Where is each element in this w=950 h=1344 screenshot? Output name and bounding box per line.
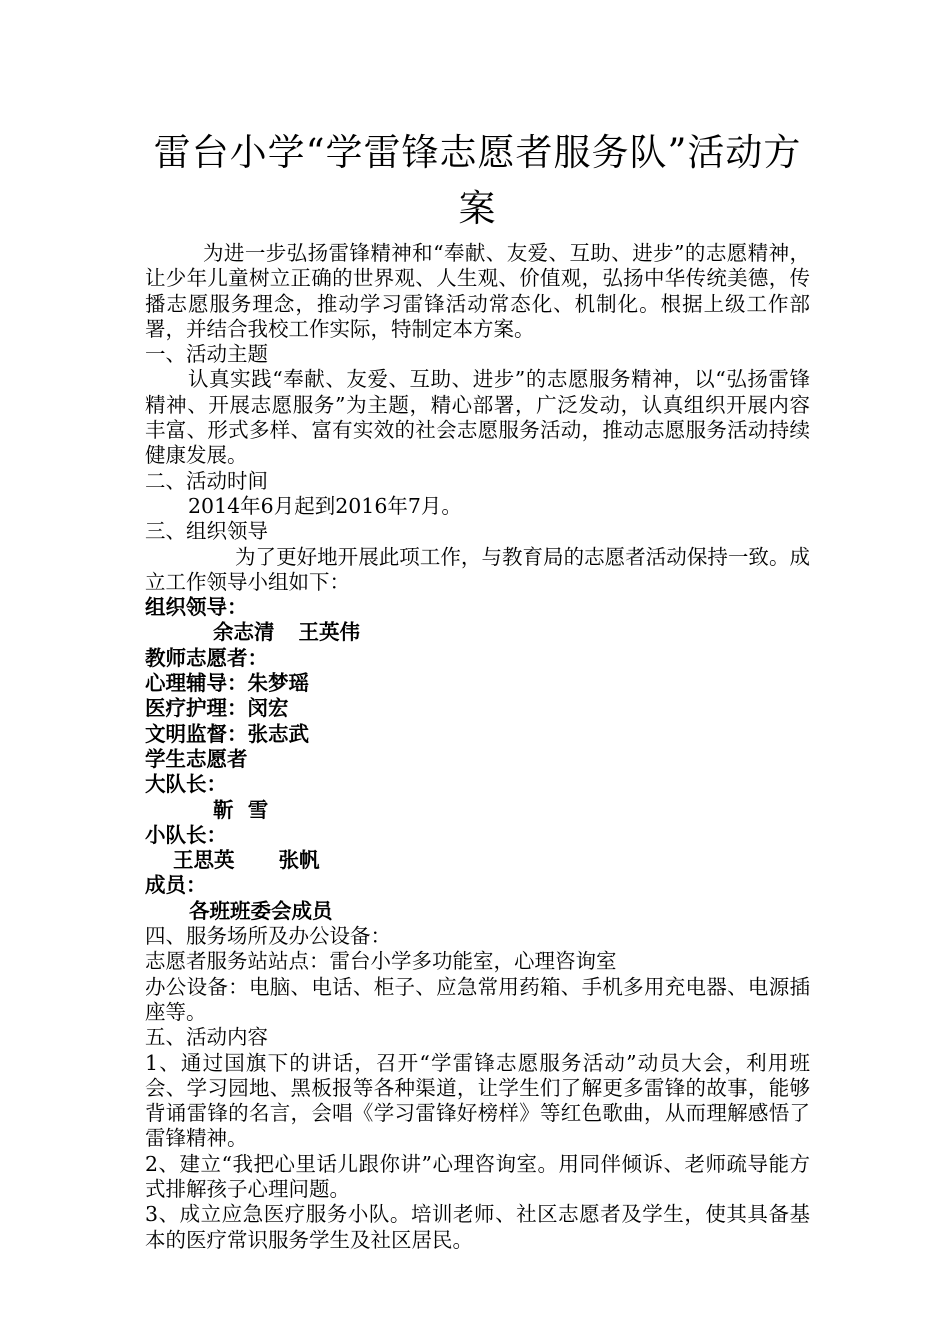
student-volunteers-label: 学生志愿者 [145,746,248,771]
squad-leaders-names [145,848,810,873]
section-3-heading: 三、组织领导 [145,519,268,544]
document-page [145,125,810,1253]
section-4-equipment: 办公设备：电脑、电话、柜子、应急常用药箱、手机多用充电器、电源插座等。 [145,974,810,1024]
medical-care: 医疗护理：闵宏 [145,696,289,721]
section-5-heading: 五、活动内容 [145,1025,268,1050]
section-5-item-3: 3、成立应急医疗服务小队。培训老师、社区志愿者及学生，使其具备基本的医疗常识服务学生及社区居民。 [145,1202,810,1252]
section-2-body: 2014年6月起到2016年7月。 [188,493,462,518]
members-label: 成员： [145,873,207,898]
captain-label: 大队长： [145,772,227,797]
leader-name: 余志清 [213,620,275,645]
section-5-item-1: 1、通过国旗下的讲话，召开“学雷锋志愿服务活动”动员大会，利用班会、学习园地、黑板报等各种渠道，让学生们了解更多雷锋的故事，能够背诵雷锋的名言，会唱《学习雷锋好榜样》等红色歌曲，从而理解感悟了雷锋精神。 [145,1050,810,1151]
title-line-2: 案 [458,187,497,230]
section-1-heading: 一、活动主题 [145,342,268,367]
section-4-heading: 四、服务场所及办公设备： [145,924,391,949]
squad-leader-name: 张帆 [278,848,320,873]
section-5-item-2: 2、建立“我把心里话儿跟你讲”心理咨询室。用同伴倾诉、老师疏导能方式排解孩子心理问题。 [145,1151,810,1201]
psych-counselor: 心理辅导：朱梦瑶 [145,671,309,696]
teacher-volunteers-label: 教师志愿者： [145,645,268,670]
org-leaders-names [145,620,810,645]
title-line-1: 雷台小学“学雷锋志愿者服务队”活动方 [153,131,802,174]
org-leaders-label: 组织领导： [145,595,248,620]
captain-name: 靳 雪 [213,797,269,822]
squad-leader-name: 王思英 [173,848,235,873]
section-2-heading: 二、活动时间 [145,468,268,493]
squad-leaders-label: 小队长： [145,822,227,847]
section-4-station: 志愿者服务站站点：雷台小学多功能室，心理咨询室 [145,949,617,974]
civility-supervisor: 文明监督：张志武 [145,721,309,746]
leader-name: 王英伟 [298,620,360,645]
members-value: 各班班委会成员 [189,898,333,923]
intro-paragraph: 为进一步弘扬雷锋精神和“奉献、友爱、互助、进步”的志愿精神，让少年儿童树立正确的世界观、人生观、价值观，弘扬中华传统美德，传播志愿服务理念，推动学习雷锋活动常态化、机制化。根据上级工作部署，并结合我校工作实际，特制定本方案。 [145,241,810,341]
document-title [145,125,810,237]
section-3-body: 为了更好地开展此项工作，与教育局的志愿者活动保持一致。成立工作领导小组如下： [145,544,810,594]
section-1-body: 认真实践“奉献、友爱、互助、进步”的志愿服务精神，以“弘扬雷锋精神、开展志愿服务”为主题，精心部署，广泛发动，认真组织开展内容丰富、形式多样、富有实效的社会志愿服务活动，推动志愿服务活动持续健康发展。 [145,367,810,468]
